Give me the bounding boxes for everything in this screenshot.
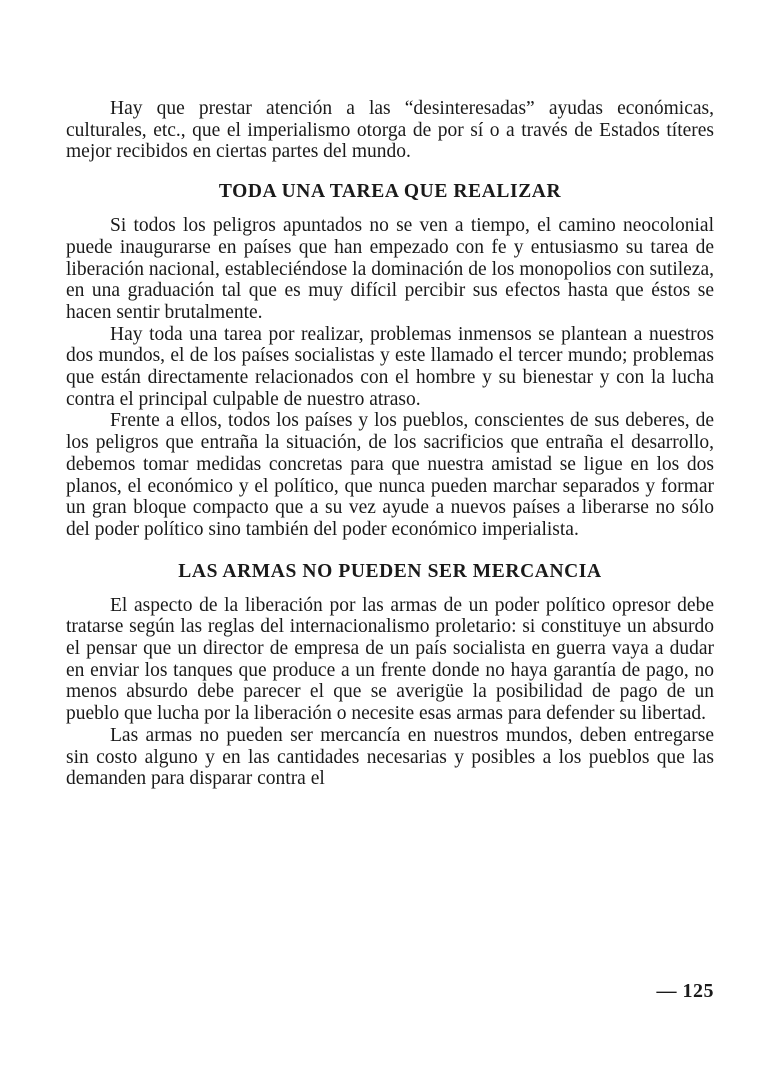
paragraph-tarea: Hay toda una tarea por realizar, problemas inmensos se plantean a nuestros dos mundos, el de los países socialistas y este llamado el tercer mundo; problemas que están directamente relacionados con el hombre y su bienestar y con la lucha contra el principal culpable de nuestro atraso.: [66, 323, 714, 410]
section-heading-armas: LAS ARMAS NO PUEDEN SER MERCANCIA: [178, 560, 602, 582]
paragraph-armas: Las armas no pueden ser mercancía en nuestros mundos, deben entregarse sin costo alguno y en las cantidades necesarias y posibles a los pueblos que las demanden para disparar contra el: [66, 724, 714, 790]
page-body: [66, 98, 714, 790]
paragraph-aspecto: El aspecto de la liberación por las armas de un poder político opresor debe tratarse según las reglas del internacionalismo proletario: si constituye un absurdo el pensar que un director de empresa de un país socialista en guerra vaya a dudar en enviar los tanques que produce a un frente donde no haya garantía de pago, no menos absurdo debe parecer el que se averigüe la posibilidad de pago de un pueblo que lucha por la liberación o necesite esas armas para defender su libertad.: [66, 594, 714, 725]
page-number: — 125: [656, 980, 714, 1002]
paragraph-intro: Hay que prestar atención a las “desinteresadas” ayudas económicas, culturales, etc., que el imperialismo otorga de por sí o a través de Estados títeres mejor recibidos en ciertas partes del mundo.: [66, 98, 714, 163]
paragraph-frente: Frente a ellos, todos los países y los pueblos, conscientes de sus deberes, de los peligros que entraña la situación, de los sacrificios que entraña el desarrollo, debemos tomar medidas concretas para que nuestra amistad se ligue en los dos planos, el económico y el político, que nunca pueden marchar separados y formar un gran bloque compacto que a su vez ayude a nuevos países a liberarse no sólo del poder político sino también del poder económico imperialista.: [66, 410, 714, 540]
paragraph-peligros: Si todos los peligros apuntados no se ven a tiempo, el camino neocolonial puede inaugurarse en países que han empezado con fe y entusiasmo su tarea de liberación nacional, estableciéndose la dominación de los monopolios con sutileza, en una graduación tal que es muy difícil percibir sus efectos hasta que éstos se hacen sentir brutalmente.: [66, 215, 714, 323]
section-heading-tarea: TODA UNA TAREA QUE REALIZAR: [218, 181, 562, 203]
